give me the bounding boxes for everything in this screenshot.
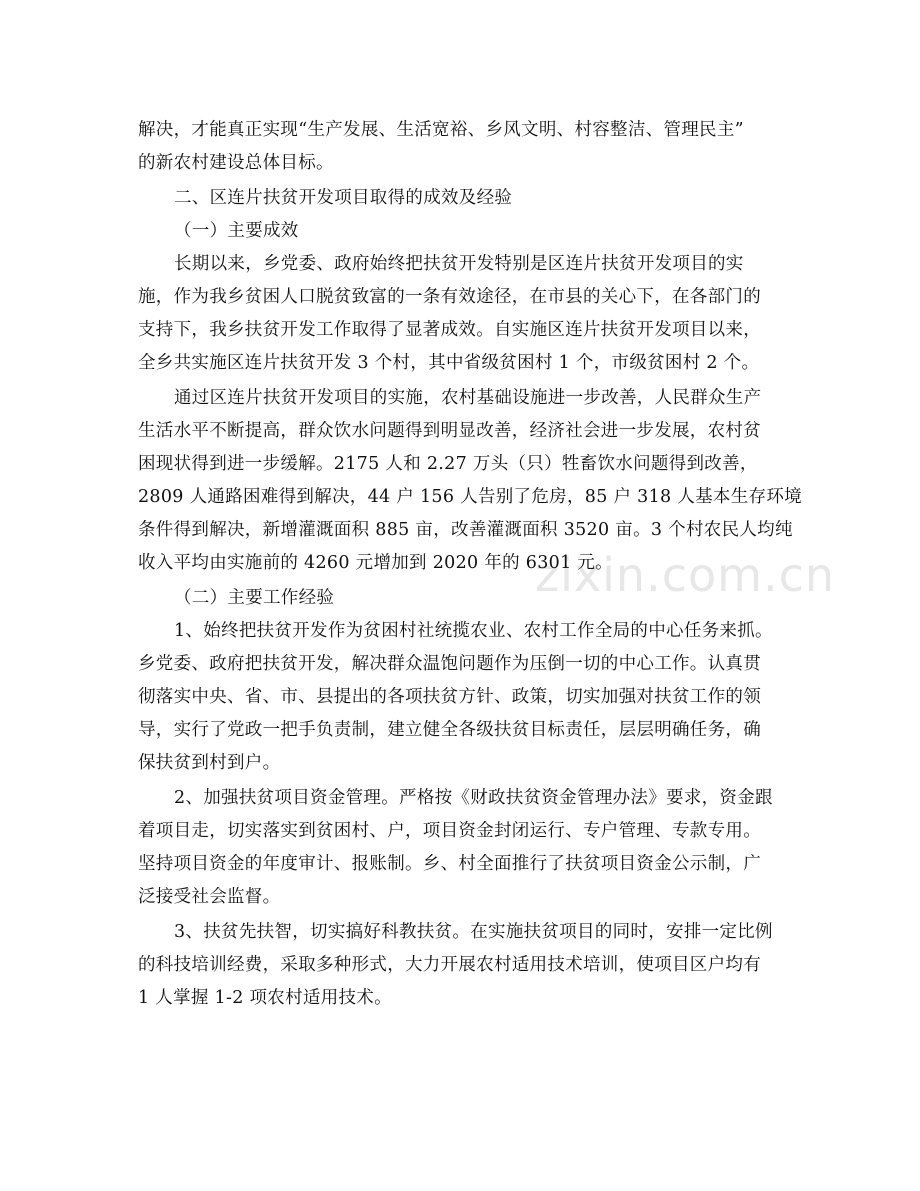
paragraph-line: 3、扶贫先扶智，切实搞好科教扶贫。在实施扶贫项目的同时，安排一定比例: [174, 922, 773, 942]
paragraph-line: 导，实行了党政一把手负责制，建立健全各级扶贫目标责任，层层明确任务，确: [138, 720, 761, 740]
document-body: [138, 114, 802, 1015]
paragraph-line: 保扶贫到村到户。: [138, 753, 281, 773]
paragraph-line: 全乡共实施区连片扶贫开发 3 个村，其中省级贫困村 1 个，市级贫困村 2 个。: [138, 353, 760, 373]
paragraph-line: 乡党委、政府把扶贫开发，解决群众温饱问题作为压倒一切的中心工作。认真贯: [138, 654, 761, 674]
watermark: zixin.com.cn: [535, 548, 836, 602]
paragraph-line: 解决，才能真正实现“生产发展、生活宽裕、乡风文明、村容整洁、管理民主”: [138, 120, 744, 140]
paragraph-line: 彻落实中央、省、市、县提出的各项扶贫方针、政策，切实加强对扶贫工作的领: [138, 687, 761, 707]
paragraph-line: 2809 人通路困难得到解决，44 户 156 人告别了危房，85 户 318 人基本生存环境: [138, 487, 802, 507]
paragraph-line: 条件得到解决，新增灌溉面积 885 亩，改善灌溉面积 3520 亩。3 个村农民人均纯: [138, 520, 793, 540]
paragraph-line: 通过区连片扶贫开发项目的实施，农村基础设施进一步改善，人民群众生产: [174, 388, 762, 408]
paragraph-line: 收入平均由实施前的 4260 元增加到 2020 年的 6301 元。: [138, 553, 613, 573]
paragraph-line: 长期以来，乡党委、政府始终把扶贫开发特别是区连片扶贫开发项目的实: [174, 254, 744, 274]
paragraph-line: 泛接受社会监督。: [138, 887, 281, 907]
paragraph-line: 1 人掌握 1-2 项农村适用技术。: [138, 988, 392, 1008]
paragraph-line: 施，作为我乡贫困人口脱贫致富的一条有效途径，在市县的关心下，在各部门的: [138, 287, 761, 307]
paragraph-line: 困现状得到进一步缓解。2175 人和 2.27 万头（只）牲畜饮水问题得到改善，: [138, 454, 758, 474]
section-heading: 二、区连片扶贫开发项目取得的成效及经验: [174, 188, 513, 208]
paragraph-line: 的科技培训经费，采取多种形式，大力开展农村适用技术培训，使项目区户均有: [138, 955, 761, 975]
paragraph-line: 1、始终把扶贫开发作为贫困村社统揽农业、农村工作全局的中心任务来抓。: [174, 621, 773, 641]
paragraph-line: 支持下，我乡扶贫开发工作取得了显著成效。自实施区连片扶贫开发项目以来，: [138, 320, 761, 340]
subsection-heading: （一）主要成效: [174, 221, 299, 241]
paragraph-line: 2、加强扶贫项目资金管理。严格按《财政扶贫资金管理办法》要求，资金跟: [174, 788, 773, 808]
subsection-heading: （二）主要工作经验: [174, 588, 335, 608]
paragraph-line: 生活水平不断提高，群众饮水问题得到明显改善，经济社会进一步发展，农村贫: [138, 421, 761, 441]
paragraph-line: 的新农村建设总体目标。: [138, 153, 334, 173]
paragraph-line: 坚持项目资金的年度审计、报账制。乡、村全面推行了扶贫项目资金公示制，广: [138, 854, 761, 874]
paragraph-line: 着项目走，切实落实到贫困村、户，项目资金封闭运行、专户管理、专款专用。: [138, 821, 761, 841]
